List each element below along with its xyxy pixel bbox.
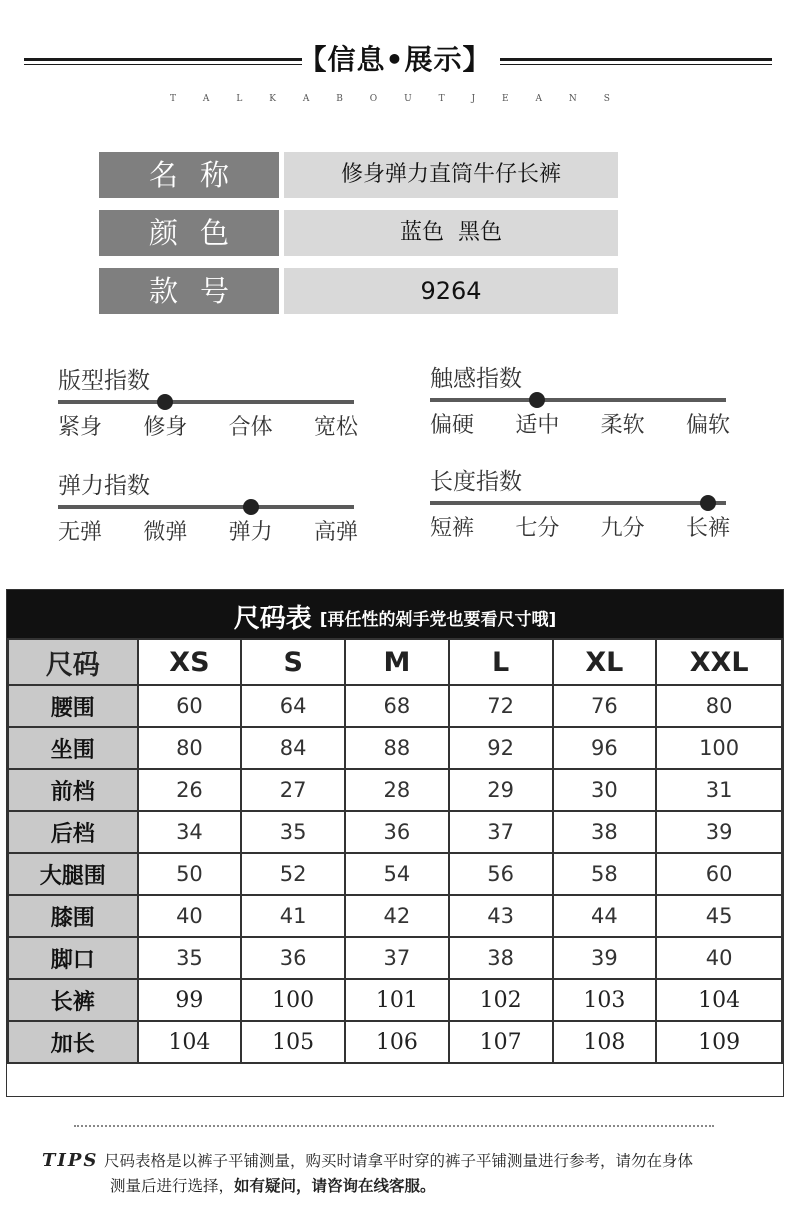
index-title: 弹力指数	[58, 473, 150, 499]
table-cell: 30	[553, 769, 657, 811]
index-option: 七分	[515, 516, 560, 541]
page-subtitle	[170, 94, 610, 104]
subtitle-letter: T	[438, 94, 445, 104]
table-cell: 40	[656, 937, 782, 979]
table-row	[8, 727, 782, 769]
table-cell: 39	[553, 937, 657, 979]
table-cell: 42	[345, 895, 449, 937]
size-table	[6, 589, 784, 1097]
tips-text	[104, 1149, 774, 1199]
table-row	[8, 979, 782, 1021]
subtitle-letter: E	[502, 94, 509, 104]
table-cell: 108	[553, 1021, 657, 1063]
table-cell: 60	[138, 685, 242, 727]
table-cell: 56	[449, 853, 553, 895]
row-header: 坐围	[8, 727, 138, 769]
table-row	[8, 895, 782, 937]
table-cell: 28	[345, 769, 449, 811]
tips-label: TIPS	[42, 1150, 99, 1171]
table-cell: 68	[345, 685, 449, 727]
index-option: 微弹	[143, 520, 188, 545]
table-cell: 60	[656, 853, 782, 895]
table-cell: 43	[449, 895, 553, 937]
tips-line-2	[104, 1174, 774, 1199]
index-option: 宽松	[313, 415, 358, 440]
table-cell: 107	[449, 1021, 553, 1063]
index-bar	[430, 501, 726, 505]
index-option: 九分	[600, 516, 645, 541]
table-cell: 109	[656, 1021, 782, 1063]
size-grid	[7, 638, 783, 1064]
tips-line-2-plain: 测量后进行选择，	[110, 1177, 235, 1195]
index-option: 修身	[143, 415, 188, 440]
info-row-color	[99, 210, 618, 256]
table-cell: 52	[241, 853, 345, 895]
length-index	[430, 463, 730, 553]
index-option: 长裤	[685, 516, 730, 541]
stretch-index	[58, 467, 358, 557]
subtitle-letter: O	[369, 94, 378, 104]
subtitle-letter: B	[336, 94, 343, 104]
table-row	[8, 685, 782, 727]
size-header-row	[8, 639, 782, 685]
table-cell: 100	[241, 979, 345, 1021]
table-cell: 99	[138, 979, 242, 1021]
index-title: 长度指数	[430, 469, 522, 495]
table-row	[8, 1021, 782, 1063]
subtitle-letter: L	[236, 94, 243, 104]
size-table-title: 尺码表	[233, 604, 312, 634]
subtitle-letter: U	[404, 94, 412, 104]
table-cell: 29	[449, 769, 553, 811]
table-cell: 41	[241, 895, 345, 937]
table-row	[8, 937, 782, 979]
subtitle-letter: A	[535, 94, 543, 104]
subtitle-letter: A	[302, 94, 310, 104]
index-marker	[700, 495, 716, 511]
table-cell: 38	[449, 937, 553, 979]
size-column-header: XXL	[656, 639, 782, 685]
size-column-header: M	[345, 639, 449, 685]
page-title: 【信息•展示】	[298, 43, 492, 76]
index-marker	[529, 392, 545, 408]
table-cell: 37	[449, 811, 553, 853]
size-column-header: L	[449, 639, 553, 685]
table-cell: 103	[553, 979, 657, 1021]
index-option: 偏软	[685, 413, 730, 438]
index-options	[58, 410, 358, 441]
index-bar	[58, 400, 354, 404]
table-cell: 104	[656, 979, 782, 1021]
subtitle-letter: S	[603, 94, 610, 104]
index-option: 高弹	[313, 520, 358, 545]
index-options	[430, 408, 730, 439]
table-cell: 104	[138, 1021, 242, 1063]
size-table-note: [再任性的剁手党也要看尺寸哦]	[319, 610, 557, 630]
row-header: 前档	[8, 769, 138, 811]
info-value: 9264	[284, 268, 618, 314]
index-option: 柔软	[600, 413, 645, 438]
table-cell: 105	[241, 1021, 345, 1063]
info-label: 款号	[99, 268, 279, 314]
index-option: 弹力	[228, 520, 273, 545]
index-option: 紧身	[58, 415, 103, 440]
index-marker	[157, 394, 173, 410]
size-corner-cell: 尺码	[8, 639, 138, 685]
tips-line-2-bold: 如有疑问，请咨询在线客服。	[234, 1177, 436, 1195]
subtitle-letter: A	[202, 94, 210, 104]
table-cell: 26	[138, 769, 242, 811]
subtitle-letter: T	[170, 94, 177, 104]
feel-index	[430, 360, 730, 450]
index-title: 触感指数	[430, 366, 522, 392]
index-marker	[243, 499, 259, 515]
size-table-header	[7, 590, 783, 638]
index-bar	[430, 398, 726, 402]
table-cell: 106	[345, 1021, 449, 1063]
row-header: 大腿围	[8, 853, 138, 895]
row-header: 脚口	[8, 937, 138, 979]
subtitle-letter: N	[568, 94, 577, 104]
table-cell: 64	[241, 685, 345, 727]
table-cell: 31	[656, 769, 782, 811]
size-column-header: XL	[553, 639, 657, 685]
table-cell: 88	[345, 727, 449, 769]
table-cell: 58	[553, 853, 657, 895]
table-cell: 76	[553, 685, 657, 727]
index-option: 合体	[228, 415, 273, 440]
table-cell: 36	[345, 811, 449, 853]
table-cell: 45	[656, 895, 782, 937]
row-header: 膝围	[8, 895, 138, 937]
table-cell: 72	[449, 685, 553, 727]
table-row	[8, 811, 782, 853]
table-cell: 92	[449, 727, 553, 769]
row-header: 后档	[8, 811, 138, 853]
fit-index	[58, 362, 358, 452]
index-title: 版型指数	[58, 368, 150, 394]
tips-line-1: 尺码表格是以裤子平铺测量，购买时请拿平时穿的裤子平铺测量进行参考，请勿在身体	[104, 1152, 694, 1170]
info-label: 颜色	[99, 210, 279, 256]
table-cell: 54	[345, 853, 449, 895]
size-column-header: XS	[138, 639, 242, 685]
info-row-name	[99, 152, 618, 198]
table-cell: 38	[553, 811, 657, 853]
table-cell: 84	[241, 727, 345, 769]
index-options	[430, 511, 730, 542]
index-option: 短裤	[430, 516, 475, 541]
row-header: 长裤	[8, 979, 138, 1021]
index-bar	[58, 505, 354, 509]
table-cell: 50	[138, 853, 242, 895]
index-option: 适中	[515, 413, 560, 438]
index-option: 无弹	[58, 520, 103, 545]
table-cell: 35	[241, 811, 345, 853]
table-cell: 35	[138, 937, 242, 979]
table-cell: 80	[656, 685, 782, 727]
index-option: 偏硬	[430, 413, 475, 438]
subtitle-letter: K	[269, 94, 276, 104]
table-cell: 80	[138, 727, 242, 769]
table-cell: 36	[241, 937, 345, 979]
info-value: 蓝色 黑色	[284, 210, 618, 256]
table-cell: 34	[138, 811, 242, 853]
table-cell: 27	[241, 769, 345, 811]
table-cell: 100	[656, 727, 782, 769]
table-row	[8, 769, 782, 811]
info-value: 修身弹力直筒牛仔长裤	[284, 152, 618, 198]
table-cell: 40	[138, 895, 242, 937]
table-cell: 101	[345, 979, 449, 1021]
size-column-header: S	[241, 639, 345, 685]
info-row-style-number	[99, 268, 618, 314]
subtitle-letter: J	[471, 94, 476, 104]
table-cell: 96	[553, 727, 657, 769]
row-header: 加长	[8, 1021, 138, 1063]
index-options	[58, 515, 358, 546]
table-row	[8, 853, 782, 895]
row-header: 腰围	[8, 685, 138, 727]
table-cell: 37	[345, 937, 449, 979]
dotted-divider	[74, 1125, 714, 1127]
table-cell: 39	[656, 811, 782, 853]
info-label: 名称	[99, 152, 279, 198]
table-cell: 44	[553, 895, 657, 937]
table-cell: 102	[449, 979, 553, 1021]
